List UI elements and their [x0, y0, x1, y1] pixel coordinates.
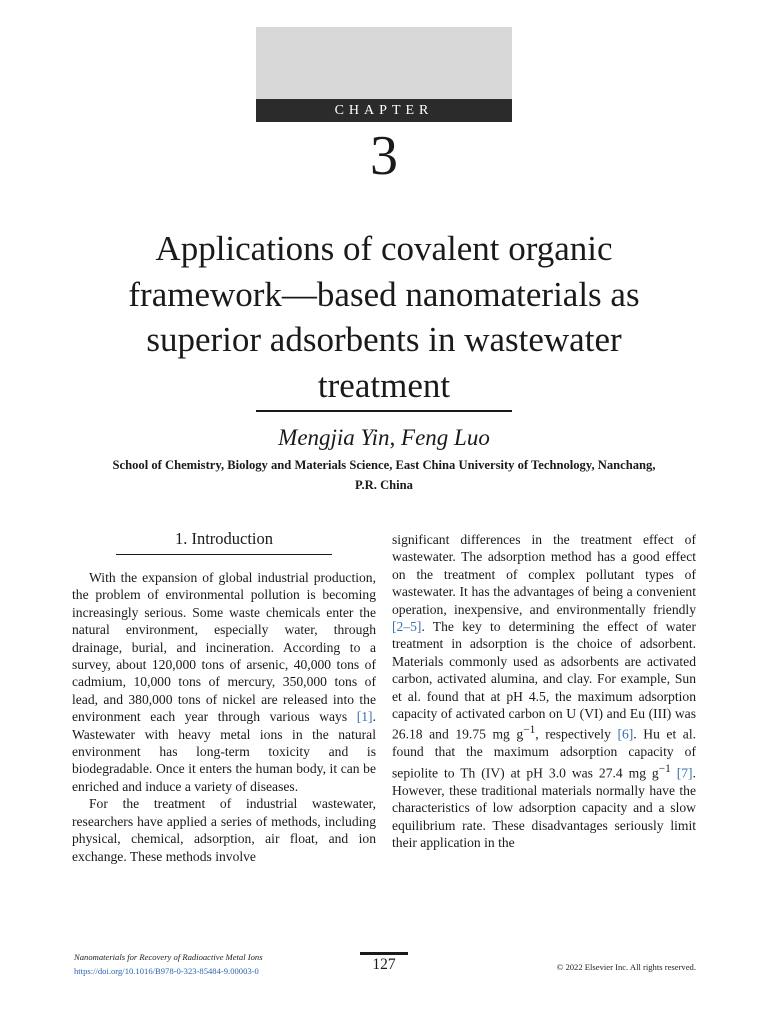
affiliation	[72, 455, 696, 495]
section-heading: 1. Introduction	[116, 530, 332, 555]
title-line: framework—based nanomaterials as	[128, 274, 640, 314]
affiliation-line: School of Chemistry, Biology and Materials Science, East China University of Technology, Nanchang,	[112, 458, 656, 472]
authors	[96, 422, 672, 454]
chapter-title	[96, 226, 672, 408]
author-separator: ,	[389, 425, 402, 450]
body-text: . Hu et al. found that the maximum adsorption capacity of sepiolite to Th (IV) at pH 3.0 was 27.4 mg g	[392, 727, 696, 781]
author-name: Feng Luo	[401, 425, 490, 450]
body-text: . The key to determining the effect of water treatment in adsorption is the choice of adsorbent. Materials commonly used as adsorbents are activated carbon, activated alumina, and clay. For example, Sun et al. found that at pH 4.5, the maximum adsorption capacity of activated carbon on U (VI) and Eu (III) was 26.18 and 19.75 mg g	[392, 619, 696, 742]
author-name: Mengjia Yin	[278, 425, 390, 450]
page-number: 127	[372, 956, 396, 973]
body-text: significant differences in the treatment effect of wastewater. The adsorption method has a good effect on the treatment of complex pollutant types of wastewater. It has the advantages of being a convenient operation, inexpensive, and environmentally friendly	[392, 532, 696, 617]
citation-link[interactable]: [1]	[356, 709, 373, 725]
body-text: With the expansion of global industrial production, the problem of environmental pollution is becoming increasingly serious. Some waste chemicals enter the natural environment, especially water, through drainage, burial, and incineration. According to a survey, about 120,000 tons of arsenic, 40,000 tons of cadmium, 10,000 tons of mercury, 350,000 tons of lead, and 380,000 tons of nickel are released into the environment each year through various ways	[72, 570, 376, 725]
superscript: −1	[658, 762, 671, 775]
footer-left	[74, 950, 334, 978]
body-paragraph: For the treatment of industrial wastewater, researchers have applied a series of methods, including physical, chemical, adsorption, air float, and ion exchange. These methods involve	[72, 796, 376, 864]
title-line: superior adsorbents in wastewater	[146, 320, 622, 359]
citation-link[interactable]: [2–5]	[392, 619, 422, 635]
right-column	[392, 531, 696, 851]
body-text: , respectively	[535, 727, 618, 742]
chapter-number: 3	[370, 125, 398, 187]
body-text: . However, these traditional materials normally have the characteristics of low adsorption capacity and a slow equilibrium rate. These disadvantages seriously limit their application in the	[392, 765, 696, 850]
book-title: Nanomaterials for Recovery of Radioactive Metal Ions	[74, 952, 263, 962]
left-column	[72, 530, 376, 865]
title-line: Applications of covalent organic	[155, 229, 613, 268]
title-line: treatment	[317, 365, 451, 405]
section-spacer	[72, 555, 376, 569]
body-paragraph	[72, 569, 376, 795]
body-text: . Wastewater with heavy metal ions in the natural environment has long-term toxicity and is biodegradable. Once it enters the human body, it can be enriched and induce a variety of diseases.	[72, 709, 376, 794]
doi-link[interactable]: https://doi.org/10.1016/B978-0-323-85484-9.00003-0	[74, 966, 259, 976]
affiliation-line: P.R. China	[355, 478, 413, 492]
citation-link[interactable]: [6]	[617, 727, 634, 742]
superscript: −1	[523, 724, 536, 737]
title-rule	[256, 410, 512, 412]
body-paragraph	[392, 531, 696, 851]
copyright: © 2022 Elsevier Inc. All rights reserved.	[556, 962, 696, 972]
chapter-label: CHAPTER	[256, 99, 512, 122]
chapter-header-box	[256, 27, 512, 99]
citation-link[interactable]: [7]	[676, 765, 693, 781]
